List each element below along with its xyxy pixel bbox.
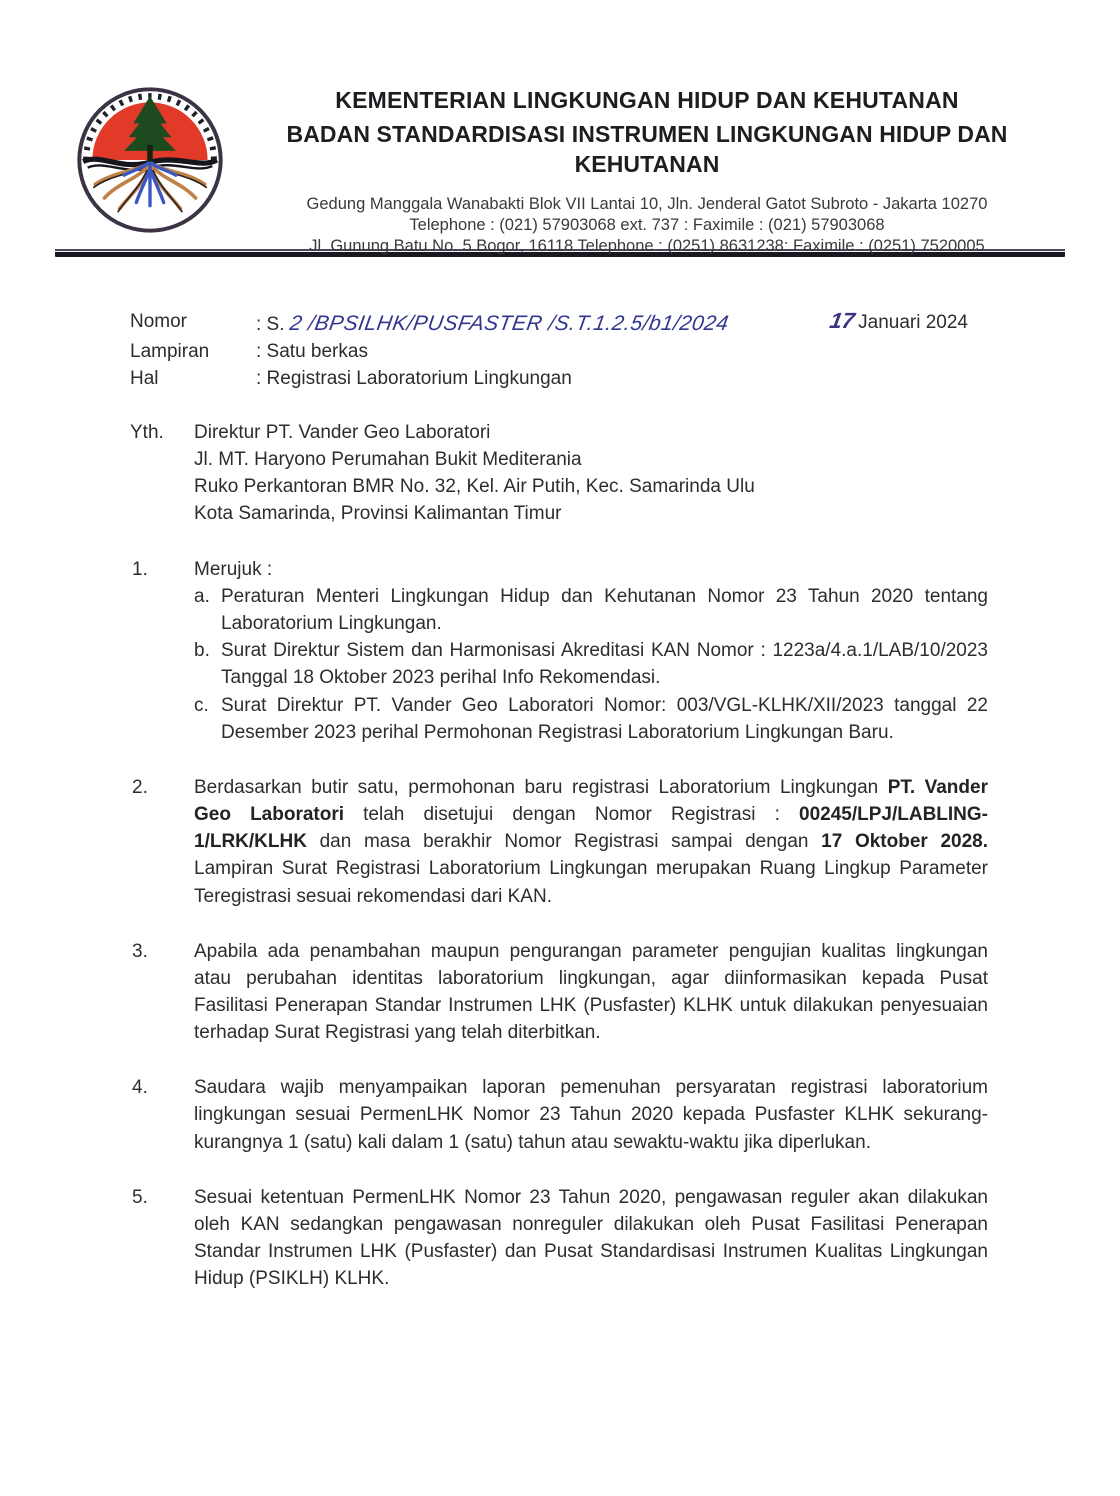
- item-1-sub-b: [194, 637, 988, 691]
- sub-b-text: Surat Direktur Sistem dan Harmonisasi Akreditasi KAN Nomor : 1223a/4.a.1/LAB/10/2023 Tanggal 18 Oktober 2023 perihal Info Rekomendasi.: [221, 640, 988, 689]
- sub-c-marker: c.: [194, 694, 209, 716]
- ministry-logo-icon: [74, 84, 226, 236]
- letter-meta: [130, 309, 990, 393]
- recipient-line-3: Ruko Perkantoran BMR No. 32, Kel. Air Putih, Kec. Samarinda Ulu: [194, 475, 755, 497]
- hal-label: Hal: [130, 367, 159, 389]
- item-2-company-bold: PT. Vander Geo Laboratori: [194, 776, 988, 826]
- item-2-seg7: Lampiran Surat Registrasi Laboratorium Lingkungan merupakan Ruang Lingkup Parameter Teregistrasi sesuai rekomendasi dari KAN.: [194, 858, 988, 907]
- item-2-expiry-date-bold: 17 Oktober 2028.: [821, 831, 988, 853]
- item-1-content: [194, 556, 988, 746]
- recipient-salutation: Yth.: [130, 421, 164, 443]
- sub-a-text: Peraturan Menteri Lingkungan Hidup dan Kehutanan Nomor 23 Tahun 2020 tentang Laboratorium Lingkungan.: [221, 585, 988, 635]
- sub-c-text: Surat Direktur PT. Vander Geo Laboratori Nomor: 003/VGL-KLHK/XII/2023 tanggal 22 Desember 2023 perihal Permohonan Registrasi Laboratorium Lingkungan Baru.: [221, 694, 988, 743]
- lampiran-value: : Satu berkas: [256, 340, 368, 362]
- recipient-line-1: Direktur PT. Vander Geo Laboratori: [194, 421, 491, 443]
- sub-a-marker: a.: [194, 585, 210, 607]
- item-2-number: 2.: [132, 776, 148, 798]
- item-4-content: Saudara wajib menyampaikan laporan pemenuhan persyaratan registrasi laboratorium lingkungan sesuai PermenLHK Nomor 23 Tahun 2020 kepada Pusfaster KLHK sekurang-kurangnya 1 (satu) kali dalam 1 (satu) tahun atau sewaktu-waktu jika diperlukan.: [194, 1077, 988, 1153]
- recipient-block: [130, 420, 990, 528]
- body-item-4: [132, 1074, 988, 1155]
- item-1-intro: Merujuk :: [194, 558, 273, 580]
- recipient-line-2: Jl. MT. Haryono Perumahan Bukit Mediterania: [194, 448, 582, 470]
- body-item-1: [132, 556, 988, 746]
- body-item-5: [132, 1184, 988, 1293]
- address-line-3: Jl. Gunung Batu No. 5 Bogor, 16118 Telephone : (0251) 8631238: Faximile : (0251) 7520005: [309, 236, 985, 255]
- nomor-prefix: : S.: [256, 314, 285, 335]
- item-5-content: Sesuai ketentuan PermenLHK Nomor 23 Tahun 2020, pengawasan reguler akan dilakukan oleh KAN sedangkan pengawasan nonreguler dilakukan oleh Pusat Fasilitasi Penerapan Standar Instrumen LHK (Pusfaster) dan Pusat Standardisasi Instrumen Kualitas Lingkungan Hidup (PSIKLH) KLHK.: [194, 1186, 988, 1290]
- item-2-seg3: telah disetujui dengan Nomor Registrasi :: [344, 804, 799, 826]
- body-item-2: [132, 774, 988, 910]
- date-month-year: Januari 2024: [858, 312, 968, 333]
- nomor-handwritten: 2 /BPSILHK/PUSFASTER /S.T.1.2.5/b1/2024: [288, 312, 731, 335]
- body-item-3: [132, 938, 988, 1047]
- item-1-sub-a: [194, 583, 988, 637]
- recipient-line-4: Kota Samarinda, Provinsi Kalimantan Timur: [194, 502, 562, 524]
- address-line-1: Gedung Manggala Wanabakti Blok VII Lantai 10, Jln. Jenderal Gatot Subroto - Jakarta 10270: [306, 194, 988, 213]
- lampiran-label: Lampiran: [130, 340, 210, 362]
- letterhead-address: [232, 194, 1062, 257]
- letter-body: [132, 556, 988, 1293]
- recipient-address: [194, 420, 990, 528]
- item-2-seg5: dan masa berakhir Nomor Registrasi sampai dengan: [306, 831, 822, 853]
- item-2-content: [194, 774, 988, 910]
- item-5-number: 5.: [132, 1186, 148, 1208]
- letterhead-text: [232, 86, 1062, 257]
- item-3-number: 3.: [132, 940, 148, 962]
- sub-b-marker: b.: [194, 640, 210, 662]
- letterhead: [0, 0, 1120, 255]
- item-1-number: 1.: [132, 558, 148, 580]
- item-3-content: Apabila ada penambahan maupun pengurangan parameter pengujian kualitas lingkungan atau perubahan identitas laboratorium lingkungan, agar diinformasikan kepada Pusat Fasilitasi Penerapan Standar Instrumen LHK (Pusfaster) KLHK untuk dilakukan penyesuaian terhadap Surat Registrasi yang telah diterbitkan.: [194, 940, 988, 1044]
- item-2-seg1: Berdasarkan butir satu, permohonan baru registrasi Laboratorium Lingkungan: [194, 776, 888, 798]
- date-day-handwritten: 17: [827, 308, 857, 333]
- item-1-sub-c: [194, 692, 988, 746]
- item-2-registration-number-bold: 00245/LPJ/LABLING-1/LRK/KLHK: [194, 804, 988, 853]
- lampiran-row: [130, 339, 990, 366]
- item-4-number: 4.: [132, 1077, 148, 1099]
- hal-value: : Registrasi Laboratorium Lingkungan: [256, 367, 572, 389]
- hal-row: [130, 366, 990, 393]
- letter-date: [827, 305, 968, 337]
- ministry-name: KEMENTERIAN LINGKUNGAN HIDUP DAN KEHUTANAN: [335, 87, 959, 113]
- nomor-label: Nomor: [130, 311, 188, 332]
- address-line-2: Telephone : (021) 57903068 ext. 737 : Faximile : (021) 57903068: [409, 215, 885, 234]
- agency-name: BADAN STANDARDISASI INSTRUMEN LINGKUNGAN HIDUP DAN KEHUTANAN: [286, 120, 1008, 177]
